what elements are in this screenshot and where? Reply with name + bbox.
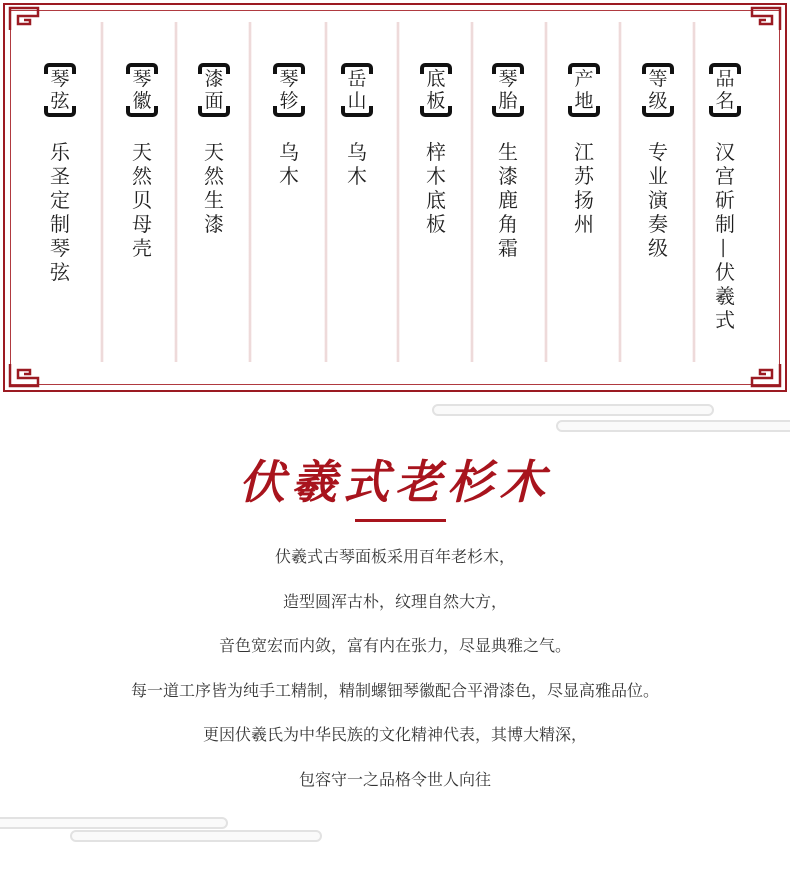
spec-value-char: 羲 — [715, 284, 735, 308]
column-divider — [396, 22, 400, 362]
spec-value-char: 天 — [204, 140, 224, 164]
spec-value-char: 州 — [574, 212, 594, 236]
spec-label-char: 琴 — [279, 68, 299, 90]
page-heading: 伏羲式老杉木 — [239, 455, 551, 509]
spec-column — [269, 64, 309, 188]
spec-label-char: 地 — [574, 90, 594, 112]
spec-label-char: 名 — [715, 90, 735, 112]
description — [0, 541, 790, 808]
spec-value-char: 漆 — [498, 164, 518, 188]
spec-label — [420, 64, 452, 116]
column-divider — [248, 22, 252, 362]
spec-value-char: 然 — [204, 164, 224, 188]
spec-value-char: 苏 — [574, 164, 594, 188]
spec-label-char: 琴 — [50, 68, 70, 90]
spec-value-char: 木 — [279, 164, 299, 188]
spec-label-char: 品 — [715, 68, 735, 90]
spec-value-char: 斫 — [715, 188, 735, 212]
spec-value-char: 木 — [426, 164, 446, 188]
decorative-bar — [0, 817, 228, 829]
spec-value-char: 乌 — [347, 140, 367, 164]
description-line: 音色宽宏而内敛，富有内在张力，尽显典雅之气。 — [218, 636, 571, 655]
spec-value — [426, 140, 446, 236]
spec-label-char: 板 — [426, 90, 446, 112]
spec-value-char: 奏 — [648, 212, 668, 236]
spec-value-char: 伏 — [715, 260, 735, 284]
spec-label-char: 琴 — [132, 68, 152, 90]
column-divider — [174, 22, 178, 362]
spec-value-char: 级 — [648, 236, 668, 260]
decorative-bar — [556, 420, 790, 432]
corner-ornament-icon — [8, 6, 42, 32]
spec-label-char: 产 — [574, 68, 594, 90]
spec-label — [44, 64, 76, 116]
spec-column — [705, 64, 745, 332]
spec-value-char: 霜 — [498, 236, 518, 260]
spec-value-char: 业 — [648, 164, 668, 188]
spec-label — [341, 64, 373, 116]
spec-value-char: 乐 — [50, 140, 70, 164]
spec-column — [337, 64, 377, 188]
description-line: 伏羲式古琴面板采用百年老杉木， — [274, 547, 515, 566]
column-divider — [544, 22, 548, 362]
corner-ornament-icon — [8, 362, 42, 388]
spec-value-char: — — [713, 238, 737, 258]
spec-value-char: 壳 — [132, 236, 152, 260]
spec-label-char: 岳 — [347, 68, 367, 90]
spec-value-char: 木 — [347, 164, 367, 188]
spec-value-char: 天 — [132, 140, 152, 164]
spec-value — [279, 140, 299, 188]
spec-value-char: 然 — [132, 164, 152, 188]
spec-label — [709, 64, 741, 116]
spec-value-char: 角 — [498, 212, 518, 236]
spec-value — [347, 140, 367, 188]
spec-value-char: 琴 — [50, 236, 70, 260]
spec-label-char: 弦 — [50, 90, 70, 112]
spec-column — [564, 64, 604, 236]
spec-value-char: 汉 — [715, 140, 735, 164]
column-divider — [692, 22, 696, 362]
spec-label-char: 级 — [648, 90, 668, 112]
spec-value-char: 江 — [574, 140, 594, 164]
spec-label-char: 面 — [204, 90, 224, 112]
description-line: 每一道工序皆为纯手工精制，精制螺钿琴徽配合平滑漆色，尽显高雅品位。 — [130, 680, 659, 700]
spec-value-char: 式 — [715, 308, 735, 332]
spec-value-char: 扬 — [574, 188, 594, 212]
column-divider — [618, 22, 622, 362]
spec-label — [568, 64, 600, 116]
description-line: 更因伏羲氏为中华民族的文化精神代表，其博大精深， — [202, 725, 587, 744]
spec-label-char: 徽 — [132, 90, 152, 112]
column-divider — [324, 22, 328, 362]
spec-value-char: 漆 — [204, 212, 224, 236]
spec-label — [492, 64, 524, 116]
spec-column — [194, 64, 234, 236]
spec-label-char: 等 — [648, 68, 668, 90]
spec-value — [498, 140, 518, 260]
spec-value-char: 制 — [715, 212, 735, 236]
spec-label-char: 底 — [426, 68, 446, 90]
corner-ornament-icon — [748, 6, 782, 32]
spec-value-char: 乌 — [279, 140, 299, 164]
spec-value-char: 底 — [426, 188, 446, 212]
spec-value-char: 圣 — [50, 164, 70, 188]
spec-value — [132, 140, 152, 260]
spec-value — [648, 140, 668, 260]
spec-value-char: 生 — [498, 140, 518, 164]
spec-column — [122, 64, 162, 260]
heading-underline — [355, 519, 446, 522]
column-divider — [470, 22, 474, 362]
description-line: 包容守一之品格令世人向往 — [298, 769, 491, 789]
spec-value-char: 专 — [648, 140, 668, 164]
spec-label — [126, 64, 158, 116]
spec-value-char: 宫 — [715, 164, 735, 188]
spec-label — [198, 64, 230, 116]
spec-label — [642, 64, 674, 116]
spec-label — [273, 64, 305, 116]
description-line: 造型圆浑古朴，纹理自然大方， — [282, 591, 507, 611]
spec-column — [638, 64, 678, 260]
spec-value-char: 板 — [426, 212, 446, 236]
spec-value-char: 演 — [648, 188, 668, 212]
spec-value — [574, 140, 594, 236]
spec-value — [715, 140, 735, 332]
column-divider — [100, 22, 104, 362]
decorative-bar — [432, 404, 714, 416]
spec-label-char: 轸 — [279, 90, 299, 112]
spec-value-char: 贝 — [132, 188, 152, 212]
decorative-bar — [70, 830, 322, 842]
spec-value-char: 定 — [50, 188, 70, 212]
spec-value-char: 制 — [50, 212, 70, 236]
spec-label-char: 山 — [347, 90, 367, 112]
spec-label-char: 漆 — [204, 68, 224, 90]
spec-value-char: 生 — [204, 188, 224, 212]
corner-ornament-icon — [748, 362, 782, 388]
spec-value-char: 梓 — [426, 140, 446, 164]
spec-column — [488, 64, 528, 260]
spec-table — [0, 0, 790, 398]
spec-label-char: 胎 — [498, 90, 518, 112]
spec-value-char: 鹿 — [498, 188, 518, 212]
spec-value — [50, 140, 70, 284]
spec-value — [204, 140, 224, 236]
spec-column — [40, 64, 80, 284]
spec-value-char: 母 — [132, 212, 152, 236]
spec-label-char: 琴 — [498, 68, 518, 90]
spec-value-char: 弦 — [50, 260, 70, 284]
spec-column — [416, 64, 456, 236]
